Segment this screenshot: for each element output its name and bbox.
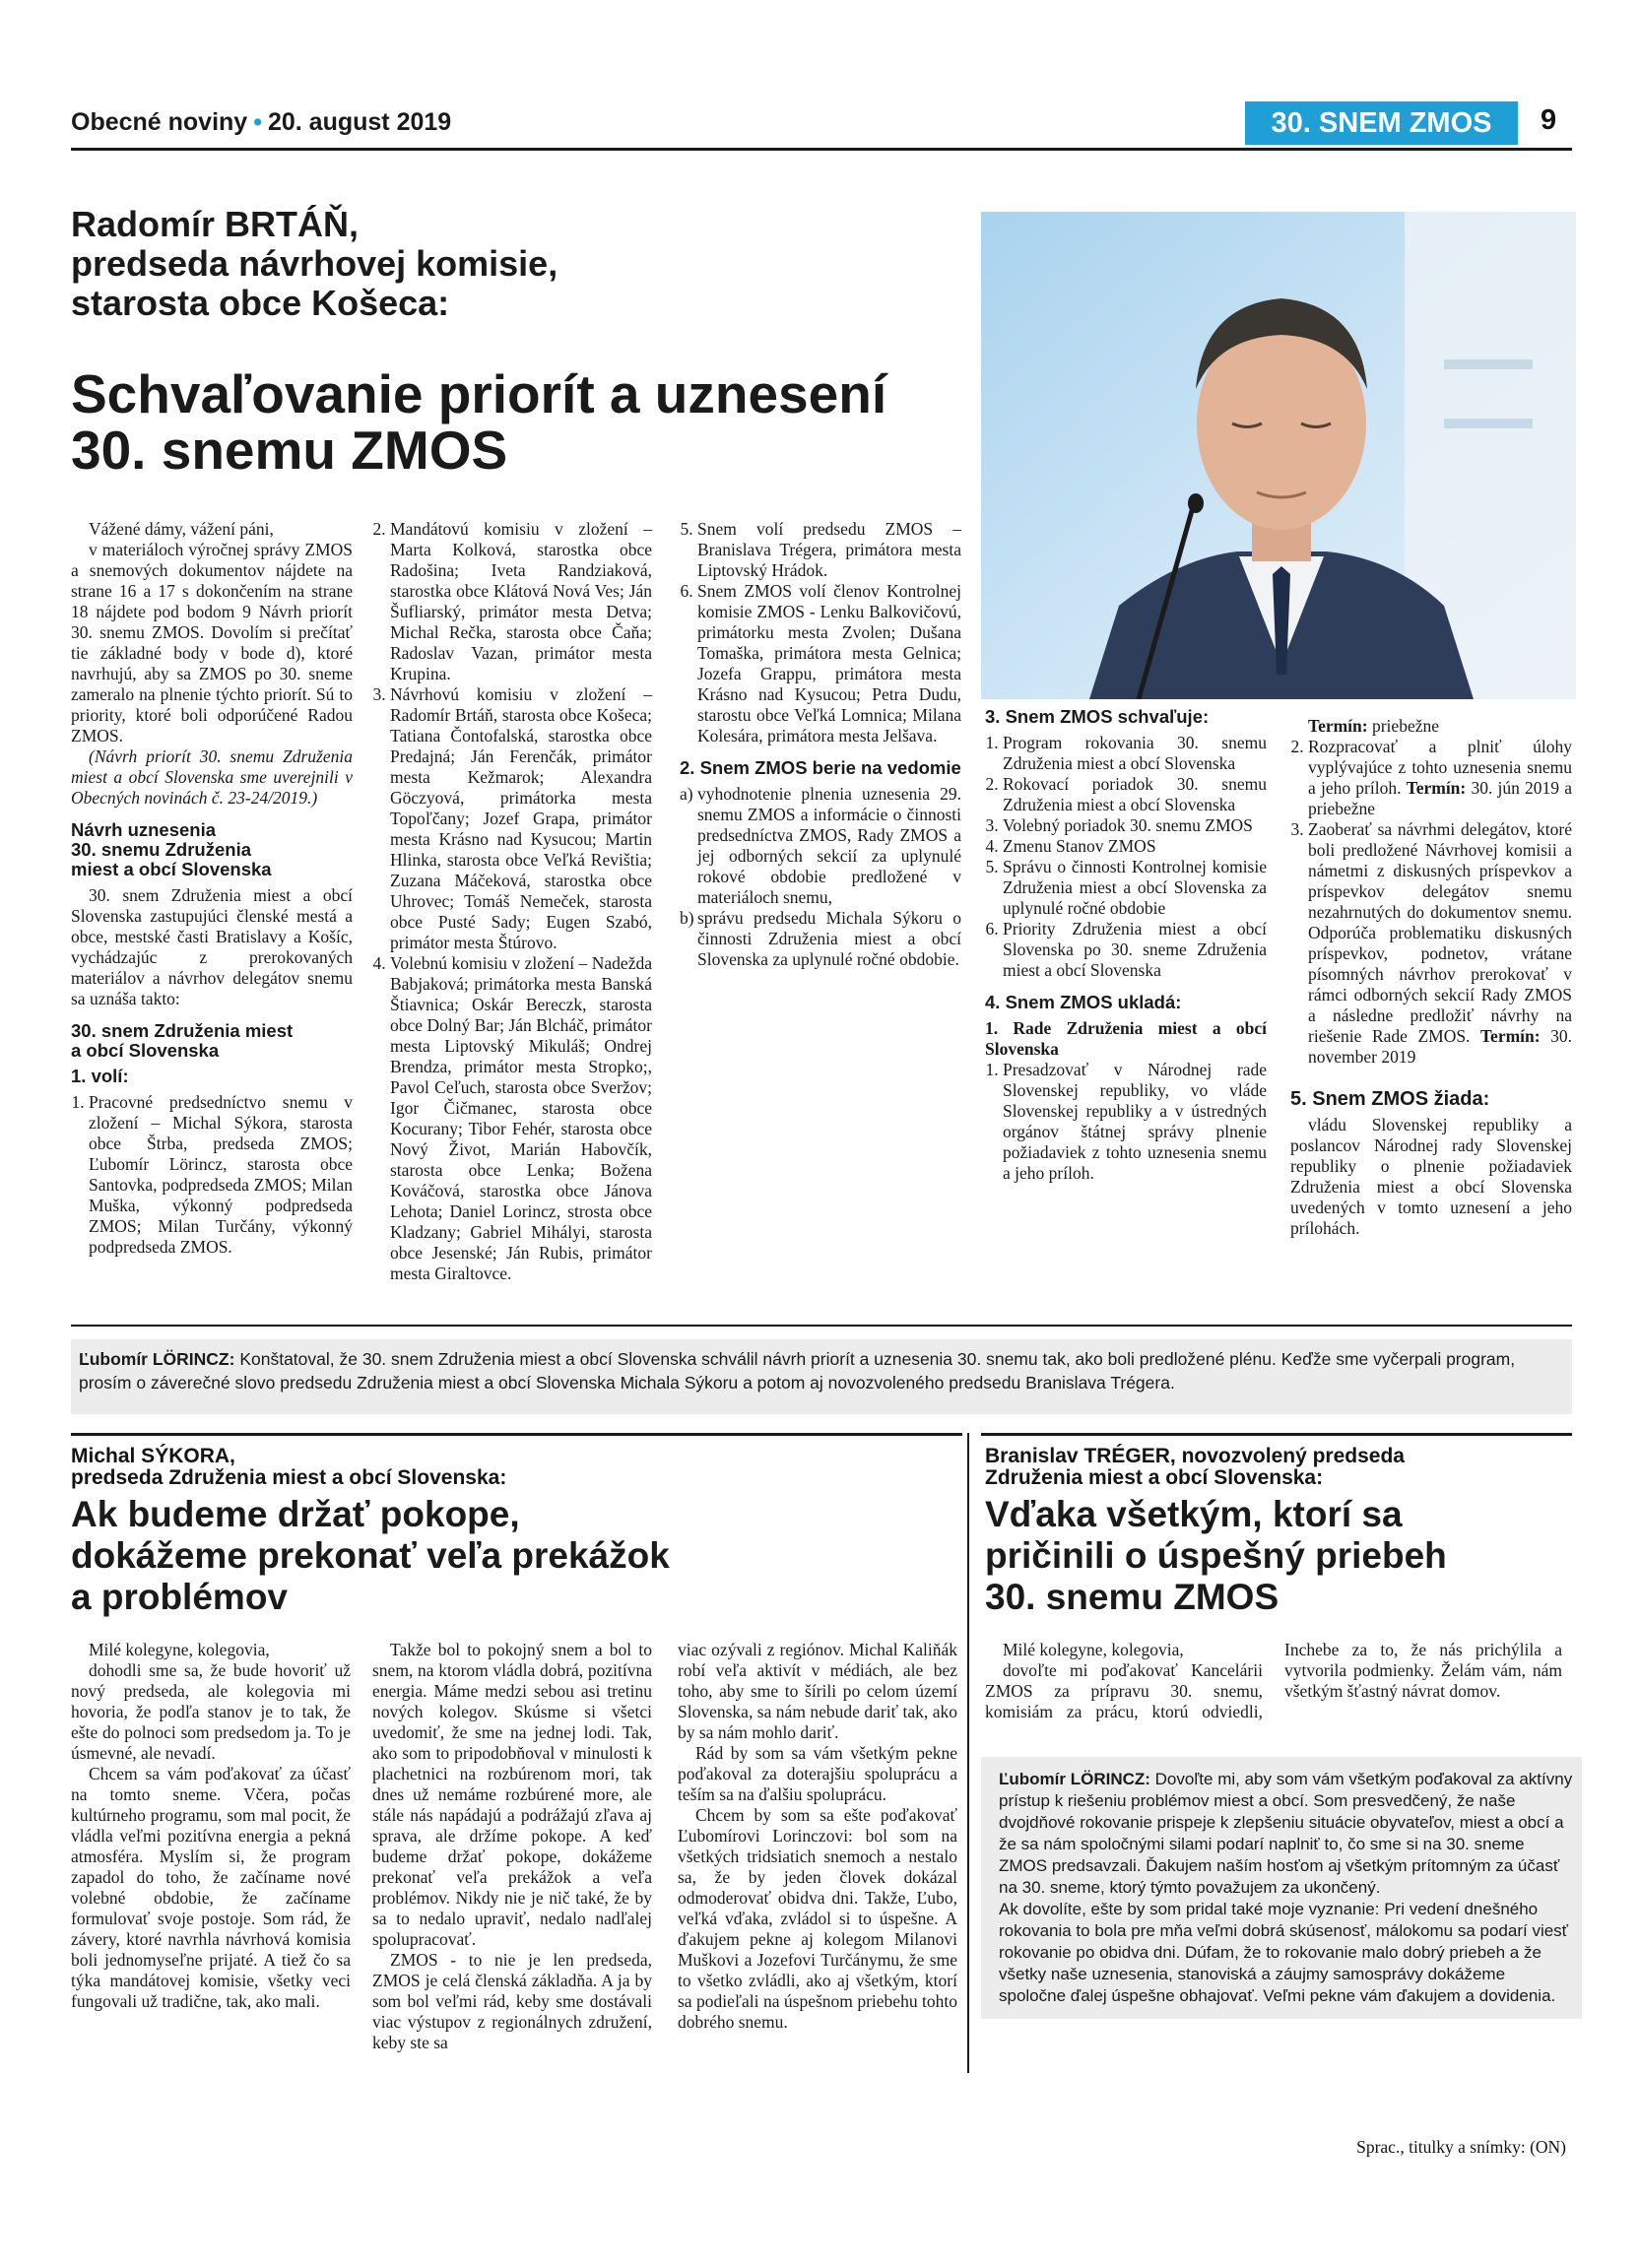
box-speaker: Ľubomír LÖRINCZ:	[79, 1349, 235, 1369]
numbered-list	[985, 733, 1267, 981]
masthead	[71, 108, 451, 137]
lorincz-closing-box	[981, 1757, 1582, 2019]
section-label: 30. SNEM ZMOS	[1245, 101, 1518, 145]
section-rule	[71, 1325, 1572, 1327]
box-text: Konštatoval, že 30. snem Združenia miest a obcí Slovenska schválil návrh priorít a uznesenia 30. snemu tak, ako boli predložené plénu. Keďže sme vyčerpali program, prosím o záverečné slovo predsedu Združenia miest a obcí Slovenska Michala Sýkoru a potom aj novozvoleného predsedu Branislava Trégera.	[79, 1349, 1516, 1393]
paragraph: Chcem sa vám poďakovať za účasť na tomto sneme. Včera, počas kultúrneho programu, som mal pocit, že vládla veľmi pozitívna energia a pekná atmosféra. Myslím si, že program zapadol do toho, že začíname nové volebné obdobie, že začíname formulovať svoje postoje. Som rád, že závery, ktoré navrhla návrhová komisia boli jednomyseľne prijaté. A tiež čo sa týka mandátovej komisie, všetky veci fungovali už tradične, tak, ako mali.	[71, 1764, 351, 2011]
paragraph: 30. snem Združenia miest a obcí Slovenska zastupujúci členské mestá a obce, mestské časti Bratislavy a Košíc, vychádzajúc z prerokovaných materiálov a návrhov delegátov snemu sa uznáša takto:	[71, 885, 353, 1008]
top-col-2	[372, 519, 652, 1284]
photo-credit: Sprac., titulky a snímky: (ON)	[1356, 2137, 1566, 2157]
speaker-photo-image	[981, 212, 1576, 699]
italic-note: (Návrh priorít 30. snemu Združenia miest a obcí Slovenska sme uverejnili v Obecných novinách č. 23-24/2019.)	[71, 746, 353, 808]
sykora-col-2	[372, 1640, 652, 2053]
paragraph: Chcem by som sa ešte poďakovať Ľubomírovi Lorinczovi: bol som na všetkých tridsiatich snemoch a nestalo sa, že by jeden človek dokázal odmoderovať obidva dni. Takže, Ľubo, veľká vďaka, zvládol si to úspešne. A ďakujem pekne aj kolegom Milanovi Muškovi a Jozefovi Turčánymu, že sme to všetko zvládli, ako aj všetkým, ktorí sa podieľali na úspešnom priebehu tohto dobrého snemu.	[678, 1805, 957, 2032]
list-item: 5. Snem volí predsedu ZMOS – Branislava Trégera, primátora mesta Liptovský Hrádok.	[697, 519, 961, 581]
list-item: 3. Návrhovú komisiu v zložení – Radomír Brtáň, starosta obce Košeca; Tatiana Čontofalská, starostka obce Predajná; Ján Ferenčák, primátor mesta Kežmarok; Alexandra Göczyová, primátorka mesta Topoľčany; Jozef Grapa, primátor mesta Krásno nad Kysucou; Martin Hlinka, starosta obce Veľká Revištia; Zuzana Máčeková, starostka obce Uhrovec; Tomáš Nemeček, starosta obce Pusté Sady; Eugen Szabó, primátor mesta Štúrovo.	[390, 684, 652, 953]
paragraph: dohodli sme sa, že bude hovoriť už nový predseda, ale kolegovia mi hovoria, že podľa stanov je to tak, že ešte do polnoci som predsedom ja. To je úsmevné, ale nevadí.	[71, 1660, 351, 1763]
list-item: 3. Zaoberať sa návrhmi delegátov, ktoré boli predložené Návrhovej komisii a námetmi z diskusných príspevkov a príspevkov delegátov snemu nezahrnutých do dokumentov snemu. Odporúča problematiku diskusných príspevkov, podnetov, vrátane písomných návrhov prerokovať v rámci odborných sekcií Rady ZMOS a následne predložiť návrhy na riešenie Rade ZMOS. Termín: 30. november 2019	[1308, 819, 1572, 1068]
list-item: 4. Zmenu Stanov ZMOS	[1003, 836, 1267, 857]
paragraph: Rád by som sa vám všetkým pekne poďakoval za doterajšiu spoluprácu a teším sa na ďalšiu spoluprácu.	[678, 1743, 957, 1804]
treger-rule	[981, 1433, 1572, 1436]
subheading: 30. snem Združenia miest a obcí Slovenska	[71, 1020, 294, 1061]
sykora-col-3	[678, 1640, 957, 2033]
box-speaker: Ľubomír LÖRINCZ:	[999, 1770, 1150, 1788]
lorincz-statement-box	[71, 1339, 1572, 1414]
top-col-1	[71, 519, 353, 1258]
paragraph: Milé kolegyne, kolegovia,	[1003, 1640, 1184, 1659]
paragraph: vládu Slovenskej republiky a poslancov Národnej rady Slovenskej republiky o plnenie požiadaviek Združenia miest a obcí Slovenska uvedených v tomto uznesení a jeho prílohách.	[1290, 1115, 1572, 1238]
list-item: 2. Rokovací poriadok 30. snemu Združenia miest a obcí Slovenska	[1003, 774, 1267, 815]
sykora-headline: Ak budeme držať pokope, dokážeme prekonať veľa prekážok a problémov	[71, 1494, 670, 1617]
numbered-list	[372, 519, 652, 1284]
subheading: 5. Snem ZMOS žiada:	[1290, 1088, 1490, 1110]
termin-line: Termín: priebežne	[1308, 716, 1439, 736]
top-speaker: Radomír BRTÁŇ, predseda návrhovej komisie, starosta obce Košeca:	[71, 204, 558, 323]
treger-text	[985, 1640, 1562, 1743]
list-item: 1. Program rokovania 30. snemu Združenia miest a obcí Slovenska	[1003, 733, 1267, 774]
list-item: 6. Priority Združenia miest a obcí Slovenska po 30. sneme Združenia miest a obcí Slovenska	[1003, 919, 1267, 981]
list-item: 2. Rozpracovať a plniť úlohy vyplývajúce z tohto uznesenia snemu a jeho príloh. Termín: 30. jún 2019 a priebežne	[1308, 737, 1572, 819]
numbered-list	[680, 519, 961, 746]
box-text: Dovoľte mi, aby som vám všetkým poďakoval za aktívny prístup k riešeniu problémov miest a obcí. Som presvedčený, že naše dvojdňové rokovanie prispeje k zlepšeniu situácie obyvateľov, miest a obcí a že sa nám spoločnými silami podarí naplniť to, čo sme si na 30. sneme ZMOS predsavzali. Ďakujem naším hosťom aj všetkým prítomným za účasť na 30. sneme, ktorý týmto považujem za ukončený.	[999, 1770, 1573, 1897]
list-heading: 1. Rade Združenia miest a obcí Slovenska	[985, 1018, 1267, 1059]
list-item: b) správu predsedu Michala Sýkoru o činnosti Združenia miest a obcí Slovenska za uplynulé ročné obdobie.	[680, 908, 961, 969]
column-divider	[967, 1433, 969, 2073]
paragraph: dovoľte mi poďakovať Kancelárii ZMOS za prípravu 30. snemu, komisiám za prácu, ktorú odviedli, Inchebe za to, že nás prichýlila a vytvorila podmienky. Želám vám, nám všetkým šťastný návrat domov.	[985, 1640, 1562, 1721]
subheading: 1. volí:	[71, 1066, 129, 1086]
publication-name: Obecné noviny	[71, 108, 248, 136]
treger-speaker: Branislav TRÉGER, novozvolený predseda Združenia miest a obcí Slovenska:	[985, 1445, 1405, 1489]
list-item: 1. Presadzovať v Národnej rade Slovenskej republiky, vo vláde Slovenskej republiky a v ústredných orgánov štátnej správy plnenie požiadaviek z tohto uznesenia snemu a jeho príloh.	[1003, 1060, 1267, 1184]
top-col-3	[680, 519, 961, 970]
treger-headline: Vďaka všetkým, ktorí sa pričinili o úspešný priebeh 30. snemu ZMOS	[985, 1494, 1447, 1617]
paragraph: Takže bol to pokojný snem a bol to snem, na ktorom vládla dobrá, pozitívna energia. Máme medzi sebou asi tretinu nových kolegov. Skúsme si všetci uvedomiť, že sme na jednej lodi. Tak, ako som to pripodobňoval v minulosti k plachetnici na rozbúrenom mori, tak dnes už nemáme rozbúrené more, ale stále nás napádajú a podrážajú zľava aj sprava, ale držíme pokope. A keď budeme držať pokope, dokážeme prekonať veľa prekážok a veľa problémov. Nikdy nie je nič také, že by sa to nedalo upraviť, nedalo nadľalej spolupracovať.	[372, 1640, 652, 1949]
numbered-list	[1290, 737, 1572, 1068]
paragraph: Vážené dámy, vážení páni,	[89, 519, 274, 539]
list-item: 1. Pracovné predsedníctvo snemu v zložení – Michal Sýkora, starosta obce Štrba, predseda ZMOS; Ľubomír Lörincz, starosta obce Santovka, podpredseda ZMOS; Milan Muška, výkonný podpredseda ZMOS; Milan Turčány, výkonný podpredseda ZMOS.	[89, 1092, 353, 1258]
top-col-4	[985, 707, 1267, 1184]
paragraph: Milé kolegyne, kolegovia,	[89, 1640, 270, 1659]
numbered-list	[71, 1092, 353, 1258]
list-item: 6. Snem ZMOS volí členov Kontrolnej komisie ZMOS - Lenku Balkovičovú, primátorku mesta Zvolen; Dušana Tomaška, primátora mesta Gelnica; Jozefa Grappu, primátora mesta Krásno nad Kysucou; Petra Dudu, starostu obce Veľká Lomnica; Milana Kolesára, primátora mesta Jelšava.	[697, 581, 961, 746]
issue-date: 20. august 2019	[267, 108, 452, 136]
box-text: Ak dovolíte, ešte by som pridal také moje vyznanie: Pri vedení dnešného rokovania to bola pre mňa veľmi dobrá skúsenosť, málokomu sa podarí viesť rokovanie po obidva dni. Dúfam, že to rokovanie malo dobrý priebeh a že všetky naše uznesenia, stanoviská a záujmy samosprávy dokážeme spoločne ďalej úspešne obhajovať. Veľmi pekne vám ďakujem a dovidenia.	[999, 1900, 1569, 2005]
subheading: 3. Snem ZMOS schvaľuje:	[985, 706, 1210, 727]
top-headline: Schvaľovanie priorít a uznesení 30. snemu ZMOS	[71, 363, 887, 481]
subheading: 2. Snem ZMOS berie na vedomie	[680, 757, 961, 778]
list-item: a) vyhodnotenie plnenia uznesenia 29. snemu ZMOS a informácie o činnosti predsedníctva ZMOS, Rady ZMOS a jej odborných sekcií za uplynulé rokové obdobie predložené v materiáloch snemu,	[680, 784, 961, 907]
top-col-5	[1290, 716, 1572, 1239]
sykora-col-1	[71, 1640, 351, 2012]
paragraph: v materiáloch výročnej správy ZMOS a snemových dokumentov nájdete na strane 16 a 17 s dokončením na strane 18 nájdete pod bodom 9 Návrh priorít 30. snemu ZMOS. Dovolím si prečítať tie základné body v bode d), ktoré navrhujú, aby sa ZMOS po 30. sneme zameralo na plnenie týchto priorít. Sú to priority, ktoré boli odporúčené Radou ZMOS.	[71, 540, 353, 745]
header-rule	[71, 148, 1572, 151]
sykora-rule	[71, 1433, 962, 1436]
numbered-list	[985, 1060, 1267, 1184]
sykora-speaker: Michal SÝKORA, predseda Združenia miest a obcí Slovenska:	[71, 1445, 507, 1489]
separator-dot: •	[253, 108, 262, 136]
paragraph: ZMOS - to nie je len predseda, ZMOS je celá členská základňa. A ja by som bol veľmi rád, keby sme dostávali viac výstupov z regionálnych združení, keby ste sa	[372, 1950, 652, 2052]
page-number: 9	[1541, 104, 1557, 136]
list-item: 2. Mandátovú komisiu v zložení – Marta Kolková, starostka obce Radošina; Iveta Randziaková, starostka obce Klátová Nová Ves; Ján Šufliarský, primátor mesta Detva; Michal Rečka, starosta obce Čaňa; Radoslav Vazan, primátor mesta Krupina.	[390, 519, 652, 684]
list-item: 3. Volebný poriadok 30. snemu ZMOS	[1003, 815, 1267, 836]
list-item: 5. Správu o činnosti Kontrolnej komisie Združenia miest a obcí Slovenska za uplynulé ročné obdobie	[1003, 857, 1267, 919]
subheading: Návrh uznesenia 30. snemu Združenia miest a obcí Slovenska	[71, 819, 272, 879]
subheading: 4. Snem ZMOS ukladá:	[985, 992, 1182, 1012]
paragraph: viac ozývali z regiónov. Michal Kaliňák robí veľa aktivít v médiách, ale bez toho, aby sme to šírili po celom území Slovenska, sa nám nebude dariť tak, ako by sa nám mohlo dariť.	[678, 1640, 957, 1742]
list-item: 4. Volebnú komisiu v zložení – Nadežda Babjaková; primátorka mesta Banská Štiavnica; Oskár Bereczk, starosta obce Dolný Bar; Ján Blcháč, primátor mesta Liptovský Mikuláš; Ondrej Brendza, primátor mesta Stropko;, Pavol Ceľuch, starosta obce Sveržov; Igor Čičmanec, starosta obce Kocurany; Tibor Fehér, starosta obce Nový Život, Marián Habovčík, starosta obce Lenka; Božena Kováčová, starostka obce Jánova Lehota; Daniel Lorincz, strosta obce Kladzany; Gabriel Mihályi, starosta obce Jesenské; Ján Rubis, primátor mesta Giraltovce.	[390, 953, 652, 1284]
speaker-photo	[981, 212, 1576, 699]
